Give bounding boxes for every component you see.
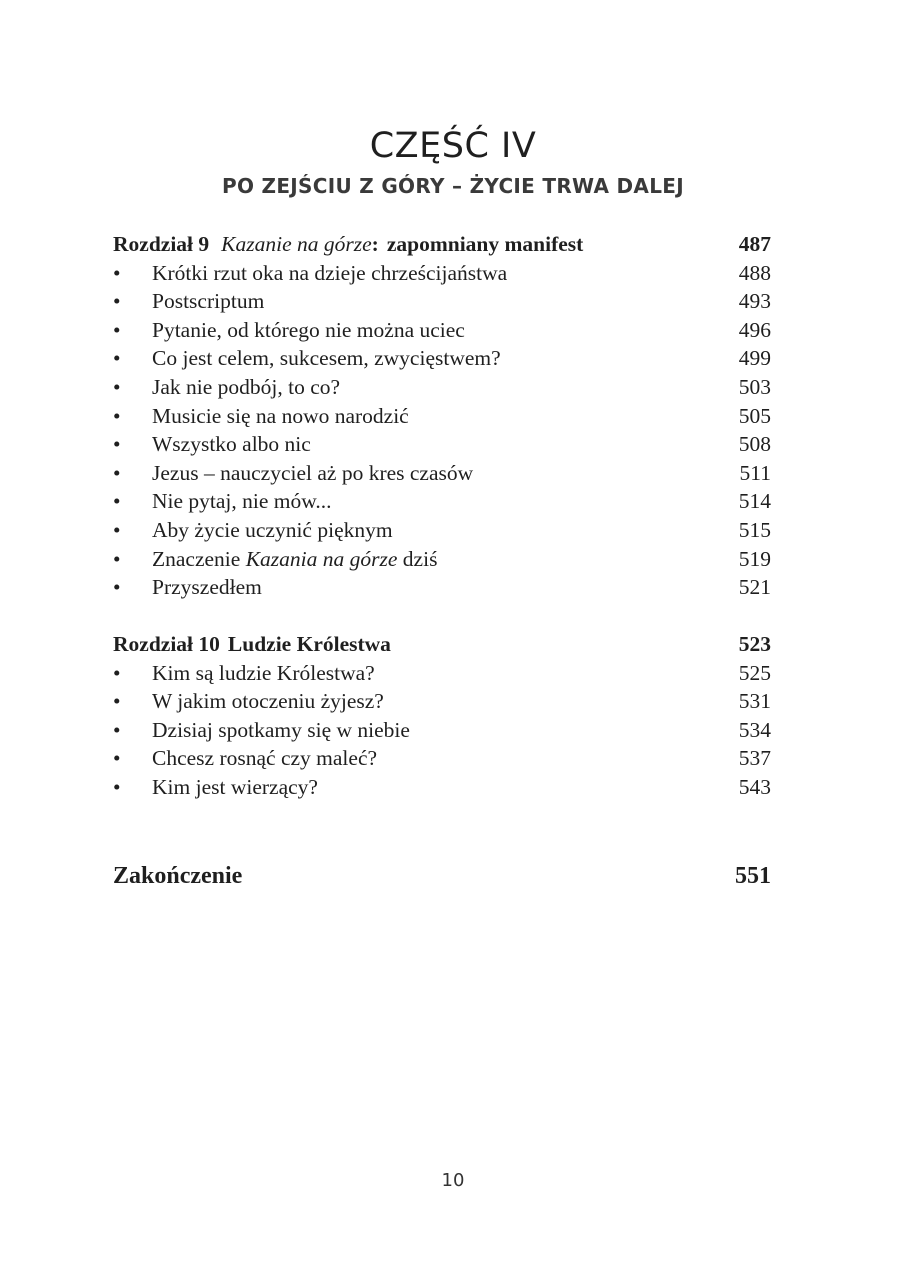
toc-entry[interactable] (113, 316, 771, 345)
chapter-title-rest: zapomniany manifest (386, 232, 584, 256)
entry-page-number: 515 (738, 517, 771, 542)
entry-title-italic: Kazania na górze (245, 546, 398, 571)
bullet-icon: • (113, 517, 121, 542)
entry-page-number: 503 (738, 374, 771, 399)
toc-entry[interactable] (113, 459, 771, 488)
conclusion-page-number: 551 (735, 863, 771, 889)
toc-entry[interactable] (113, 344, 771, 373)
entry-page-number: 508 (738, 432, 771, 457)
bullet-icon: • (113, 775, 121, 800)
entry-title-after: dziś (397, 546, 438, 571)
table-of-contents (113, 230, 771, 802)
toc-entry[interactable] (113, 402, 771, 431)
bullet-icon: • (113, 289, 121, 314)
toc-conclusion[interactable] (113, 859, 771, 893)
entry-title: Kim jest wierzący? (152, 775, 318, 800)
toc-entry[interactable] (113, 659, 771, 688)
bullet-icon: • (113, 260, 121, 285)
toc-entry[interactable] (113, 287, 771, 316)
chapter-title-colon: : (371, 232, 379, 256)
toc-entry[interactable] (113, 487, 771, 516)
bullet-icon: • (113, 575, 121, 600)
entry-title: Dzisiaj spotkamy się w niebie (152, 717, 410, 742)
chapter-title-italic: Kazanie na górze (221, 232, 372, 256)
bullet-icon: • (113, 660, 121, 685)
chapter-title (113, 630, 391, 659)
entry-page-number: 499 (738, 346, 771, 371)
chapter-page-number: 523 (738, 632, 771, 657)
entry-page-number: 493 (738, 289, 771, 314)
chapter-page-number: 487 (738, 232, 771, 256)
bullet-icon: • (113, 460, 121, 485)
toc-entry[interactable] (113, 259, 771, 288)
bullet-icon: • (113, 432, 121, 457)
toc-entry[interactable] (113, 744, 771, 773)
entry-page-number: 531 (738, 689, 771, 714)
toc-entry[interactable] (113, 516, 771, 545)
entry-title: Co jest celem, sukcesem, zwycięstwem? (152, 346, 501, 371)
entry-title: Musicie się na nowo narodzić (152, 403, 409, 428)
entry-title (152, 545, 437, 574)
bullet-icon: • (113, 746, 121, 771)
footer-page-number: 10 (441, 1170, 465, 1191)
toc-entry[interactable] (113, 373, 771, 402)
entry-title: Jezus – nauczyciel aż po kres czasów (152, 460, 474, 485)
toc-entry[interactable] (113, 573, 771, 602)
part-subtitle: PO ZEJŚCIU Z GÓRY – ŻYCIE TRWA DALEJ (222, 174, 684, 198)
entry-page-number: 514 (738, 489, 771, 514)
entry-page-number: 543 (738, 775, 771, 800)
section-spacer (113, 602, 771, 630)
entry-page-number: 534 (738, 717, 771, 742)
entry-title: Jak nie podbój, to co? (152, 374, 341, 399)
bullet-icon: • (113, 346, 121, 371)
entry-page-number: 488 (738, 260, 771, 285)
toc-entry[interactable] (113, 716, 771, 745)
entry-title: W jakim otoczeniu żyjesz? (152, 689, 384, 714)
entry-title: Aby życie uczynić pięknym (152, 517, 393, 542)
bullet-icon: • (113, 403, 121, 428)
chapter-label: Rozdział 9 (113, 232, 210, 256)
chapter-label: Rozdział 10 (113, 632, 220, 657)
toc-entry[interactable] (113, 430, 771, 459)
toc-chapter-10[interactable] (113, 630, 771, 659)
entry-title: Pytanie, od którego nie można uciec (152, 317, 465, 342)
conclusion-title: Zakończenie (113, 863, 243, 889)
entry-title: Wszystko albo nic (152, 432, 311, 457)
bullet-icon: • (113, 717, 121, 742)
bullet-icon: • (113, 689, 121, 714)
entry-title: Chcesz rosnąć czy maleć? (152, 746, 378, 771)
bullet-icon: • (113, 374, 121, 399)
entry-title: Krótki rzut oka na dzieje chrześcijaństwa (152, 260, 508, 285)
entry-title: Postscriptum (152, 289, 265, 314)
entry-title: Przyszedłem (152, 575, 262, 600)
entry-title: Kim są ludzie Królestwa? (152, 660, 375, 685)
entry-page-number: 525 (738, 660, 771, 685)
bullet-icon: • (113, 317, 121, 342)
entry-page-number: 519 (738, 546, 771, 571)
entry-page-number: 496 (738, 317, 771, 342)
toc-entry[interactable] (113, 773, 771, 802)
entry-title: Nie pytaj, nie mów... (152, 489, 332, 514)
toc-entry[interactable] (113, 545, 771, 574)
bullet-icon: • (113, 546, 121, 571)
toc-chapter-9[interactable] (113, 230, 771, 259)
entry-page-number: 521 (738, 575, 771, 600)
bullet-icon: • (113, 489, 121, 514)
chapter-title (113, 230, 583, 259)
entry-page-number: 511 (739, 460, 771, 485)
entry-title-before: Znaczenie (152, 546, 246, 571)
toc-entry[interactable] (113, 687, 771, 716)
chapter-title-rest: Ludzie Królestwa (227, 632, 391, 657)
entry-page-number: 537 (738, 746, 771, 771)
entry-page-number: 505 (738, 403, 771, 428)
part-title: CZĘŚĆ IV (369, 126, 537, 166)
